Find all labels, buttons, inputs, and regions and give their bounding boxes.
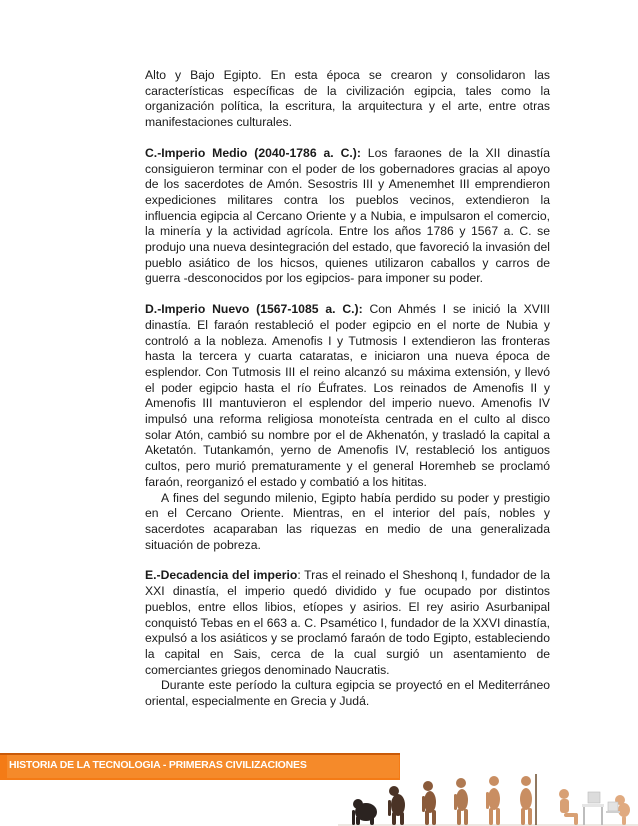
paragraph-decadencia [145, 568, 550, 678]
heading-imperio-nuevo: D.-Imperio Nuevo (1567-1085 a. C.): [145, 302, 363, 317]
hominid-figure-1 [388, 786, 405, 825]
human-figure-1 [486, 776, 500, 825]
text-imperio-medio: Los faraones de la XII dinastía consiguieron terminar con el poder de los gobernadores gracias al apoyo de los sacerdotes de Amón. Sesostris III y Amenemhet III emprendieron expediciones militares contra los pueblos vecinos, extendieron la influencia egipcia al Cercano Oriente y a Nubia, e impulsaron el comercio, la minería y la actividad agrícola. Entre los años 1786 y 1567 a. C. se produjo una nueva desintegración del estado, que favoreció la invasión del pueblo asiático de los hicsos, quienes utilizaron caballos y carros de guerra -desconocidos por los egipcios- para imponer su poder. [145, 145, 550, 286]
document-body [145, 68, 550, 710]
hominid-figure-2 [422, 781, 436, 825]
seated-human-figure [559, 789, 604, 825]
paragraph-imperio-medio [145, 146, 550, 287]
paragraph-mediterraneo: Durante este período la cultura egipcia se proyectó en el Mediterráneo oriental, especialmente en Grecia y Judá. [145, 678, 550, 709]
footer-title: HISTORIA DE LA TECNOLOGIA - PRIMERAS CIVILIZACIONES [9, 759, 307, 771]
human-figure-2 [520, 774, 536, 825]
heading-imperio-medio: C.-Imperio Medio (2040-1786 a. C.): [145, 145, 361, 160]
hominid-figure-3 [454, 778, 468, 825]
paragraph-fin-milenio: A fines del segundo milenio, Egipto había perdido su poder y prestigio en el Cercano Oriente. Mientras, en el interior del país, nobles y sacerdotes acaparaban las riquezas en medio de una generalizada situación de pobreza. [145, 490, 550, 552]
human-evolution-illustration [338, 772, 638, 826]
ape-figure [352, 799, 377, 825]
paragraph-imperio-nuevo [145, 302, 550, 490]
text-decadencia: : Tras el reinado el Sheshonq I, fundador de la XXI dinastía, el imperio quedó dividido y fue ocupado por distintos pueblos, entre ellos libios, etíopes y asirios. El rey asirio Asurbanipal conquistó Tebas en el 663 a. C. Psamético I, fundador de la XXVI dinastía, expulsó a los asiáticos y se proclamó faraón de todo Egipto, estableciendo la capital en Sais, cerca de la cual surgió un asentamiento de comerciantes griegos denominado Naucratis. [145, 568, 550, 677]
hunched-human-figure [606, 795, 630, 825]
paragraph-intro: Alto y Bajo Egipto. En esta época se crearon y consolidaron las características específicas de la civilización egipcia, tales como la organización política, la escritura, la arquitectura y el arte, entre otras manifestaciones culturales. [145, 68, 550, 130]
text-imperio-nuevo: Con Ahmés I se inició la XVIII dinastía. El faraón restableció el poder egipcio en el norte de Nubia y controló a la nobleza. Amenofis I y Tutmosis I extendieron las fronteras hasta la tercera y cuarta cataratas, e iniciaron una nueva época de esplendor. Con Tutmosis III el reino alcanzó su máxima extensión, y llevó el poder egipcio hasta el río Éufrates. Los reinados de Amenofis II y Amenofis III mantuvieron el esplendor del imperio nuevo. Amenofis IV impulsó una reforma religiosa monoteísta centrada en el culto al disco solar Atón, cambió su nombre por el de Akhenatón, y trasladó la capital a Aketatón. Tutankamón, yerno de Amenofis IV, restableció los antiguos cultos, pero murió prematuramente y el general Horemheb se proclamó faraón, reorganizó el estado y combatió a los hititas. [145, 302, 550, 489]
heading-decadencia: E.-Decadencia del imperio [145, 568, 298, 583]
